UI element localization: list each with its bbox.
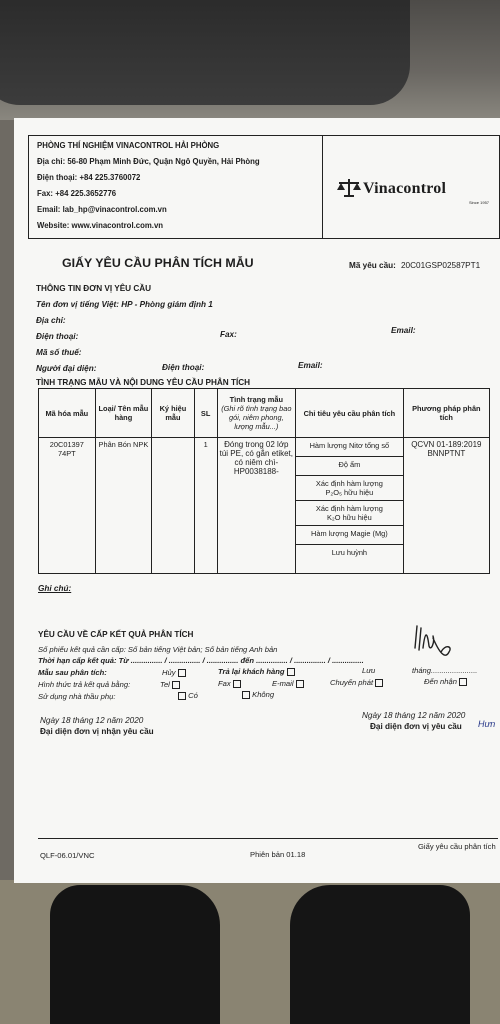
requester-section-title: THÔNG TIN ĐƠN VỊ YÊU CẦU: [36, 284, 152, 293]
lab-phone: Điện thoại: +84 225.3760072: [37, 173, 141, 182]
right-sign-title: Đại diện đơn vị yêu cầu: [370, 722, 462, 731]
col-code: Mã hóa mẫu: [39, 389, 96, 438]
lab-website: Website: www.vinacontrol.com.vn: [37, 221, 164, 230]
result-copies: Số phiếu kết quả cần cấp: Số bản tiếng Việt bản; Số bản tiếng Anh bản: [38, 645, 278, 654]
request-code-label: Mã yêu cầu:: [349, 261, 396, 270]
sample-symbol: [152, 438, 195, 574]
samples-table: [38, 388, 490, 574]
checkbox-no[interactable]: [242, 691, 250, 699]
result-deadline: Thời hạn cấp kết quả: Từ ............... / ............... / ............... đến ............... / ............... / ...............: [38, 656, 364, 665]
checkbox-tel[interactable]: [172, 681, 180, 689]
col-state: Tình trạng mẫu (Ghi rõ tình trạng bao gói, niêm phong, lượng mẫu...): [217, 389, 296, 438]
delivery-label: Hình thức trả kết quả bằng:: [38, 680, 131, 689]
requester-name: Tên đơn vị tiếng Việt: HP - Phòng giám định 1: [36, 300, 213, 309]
checkbox-cancel[interactable]: [178, 669, 186, 677]
subcontract-no-option[interactable]: Không: [240, 690, 274, 699]
keep-months: tháng......................: [412, 666, 478, 675]
lab-address: Địa chỉ: 56-80 Phạm Minh Đức, Quận Ngô Quyền, Hải Phòng: [37, 157, 260, 166]
right-sign-date: Ngày 18 tháng 12 năm 2020: [362, 711, 466, 720]
col-indicators: Chỉ tiêu yêu cầu phân tích: [296, 389, 404, 438]
requester-address-label: Địa chỉ:: [36, 316, 66, 325]
col-type: Loại/ Tên mẫu hàng: [95, 389, 151, 438]
table-header-row: [39, 389, 490, 438]
indicator-sulfur: Lưu huỳnh: [331, 548, 368, 557]
footer-line: [38, 838, 498, 839]
notes-label: Ghi chú:: [38, 584, 72, 593]
delivery-fax-option[interactable]: Fax: [218, 679, 241, 688]
col-symbol: Ký hiệu mẫu: [152, 389, 195, 438]
left-sign-title: Đại diện đơn vị nhận yêu cầu: [40, 727, 154, 736]
lab-fax: Fax: +84 225.3652776: [37, 189, 117, 198]
footer-version: Phiên bản 01.18: [250, 850, 306, 859]
result-section-title: YÊU CẦU VỀ CẤP KẾT QUẢ PHÂN TÍCH: [38, 630, 194, 639]
checkbox-return[interactable]: [287, 668, 295, 676]
delivery-pickup-option[interactable]: Đến nhận: [424, 677, 467, 686]
footer-doc-name: Giấy yêu cầu phân tích: [418, 842, 496, 851]
col-method: Phương pháp phân tích: [403, 389, 489, 438]
sample-type: Phân Bón NPK: [95, 438, 151, 574]
requester-fax-label: Fax:: [220, 330, 237, 339]
checkbox-yes[interactable]: [178, 692, 186, 700]
requester-email-label: Email:: [391, 326, 416, 335]
checkbox-post[interactable]: [375, 679, 383, 687]
lab-name: PHÒNG THÍ NGHIỆM VINACONTROL HẢI PHÒNG: [37, 141, 220, 150]
after-keep-option[interactable]: Lưu: [362, 666, 376, 675]
requester-phone-label: Điện thoại:: [36, 332, 79, 341]
sample-qty: 1: [194, 438, 217, 574]
after-analysis-label: Mẫu sau phân tích:: [38, 668, 107, 677]
form-title: GIẤY YÊU CẦU PHÂN TÍCH MẪU: [62, 256, 254, 270]
delivery-email-option[interactable]: E-mail: [272, 679, 304, 688]
header-box: [28, 135, 500, 239]
handwritten-name: Hưn: [478, 719, 496, 729]
table-row: [39, 438, 490, 574]
background-desk-top: [0, 0, 500, 120]
left-sign-date: Ngày 18 tháng 12 năm 2020: [40, 716, 144, 725]
left-shoe: [50, 885, 220, 1024]
tax-code-label: Mã số thuế:: [36, 348, 82, 357]
indicator-moisture: Độ ẩm: [296, 457, 403, 476]
request-code-value: 20C01GSP02587PT1: [401, 261, 481, 270]
delivery-tel-option[interactable]: Tel: [160, 680, 180, 689]
indicator-nitrogen: Hàm lượng Nitơ tổng số: [296, 438, 403, 457]
logo-since: Since 1957: [469, 200, 490, 205]
handwritten-signature: [405, 622, 461, 664]
right-shoe: [290, 885, 470, 1024]
after-cancel-option[interactable]: Hủy: [162, 668, 186, 677]
subcontract-label: Sử dụng nhà thầu phụ:: [38, 692, 116, 701]
sample-code: 20C01397 74PT: [39, 438, 96, 574]
samples-section-title: TÌNH TRẠNG MẪU VÀ NỘI DUNG YÊU CẦU PHÂN TÍCH: [36, 378, 251, 387]
representative-email-label: Email:: [298, 361, 323, 370]
sample-state: Đóng trong 02 lớp túi PE, có gắn etiket, có niêm chì-HP0038188-: [217, 438, 296, 574]
analysis-method: QCVN 01-189:2019 BNNPTNT: [403, 438, 489, 574]
delivery-post-option[interactable]: Chuyển phát: [330, 678, 383, 687]
checkbox-pickup[interactable]: [459, 678, 467, 686]
checkbox-fax[interactable]: [233, 680, 241, 688]
footer-form-code: QLF-06.01/VNC: [40, 851, 95, 860]
vinacontrol-logo: Vinacontrol: [363, 180, 447, 197]
subcontract-yes-option[interactable]: Có: [176, 691, 198, 700]
scales-logo-icon: [337, 178, 361, 198]
representative-phone-label: Điện thoại:: [162, 363, 205, 372]
representative-label: Người đại diện:: [36, 364, 97, 373]
lab-email: Email: lab_hp@vinacontrol.com.vn: [37, 205, 167, 214]
indicator-k2o: Xác định hàm lượng K₂O hữu hiệu: [296, 501, 403, 526]
indicator-p2o5: Xác định hàm lượng P₂O₅ hữu hiệu: [296, 476, 403, 501]
after-return-option[interactable]: Trả lại khách hàng: [218, 667, 295, 676]
indicators-cell: [296, 438, 404, 574]
checkbox-email[interactable]: [296, 680, 304, 688]
col-qty: SL: [194, 389, 217, 438]
indicator-magnesium: Hàm lượng Magie (Mg): [296, 526, 403, 545]
laptop-device: [0, 0, 410, 105]
